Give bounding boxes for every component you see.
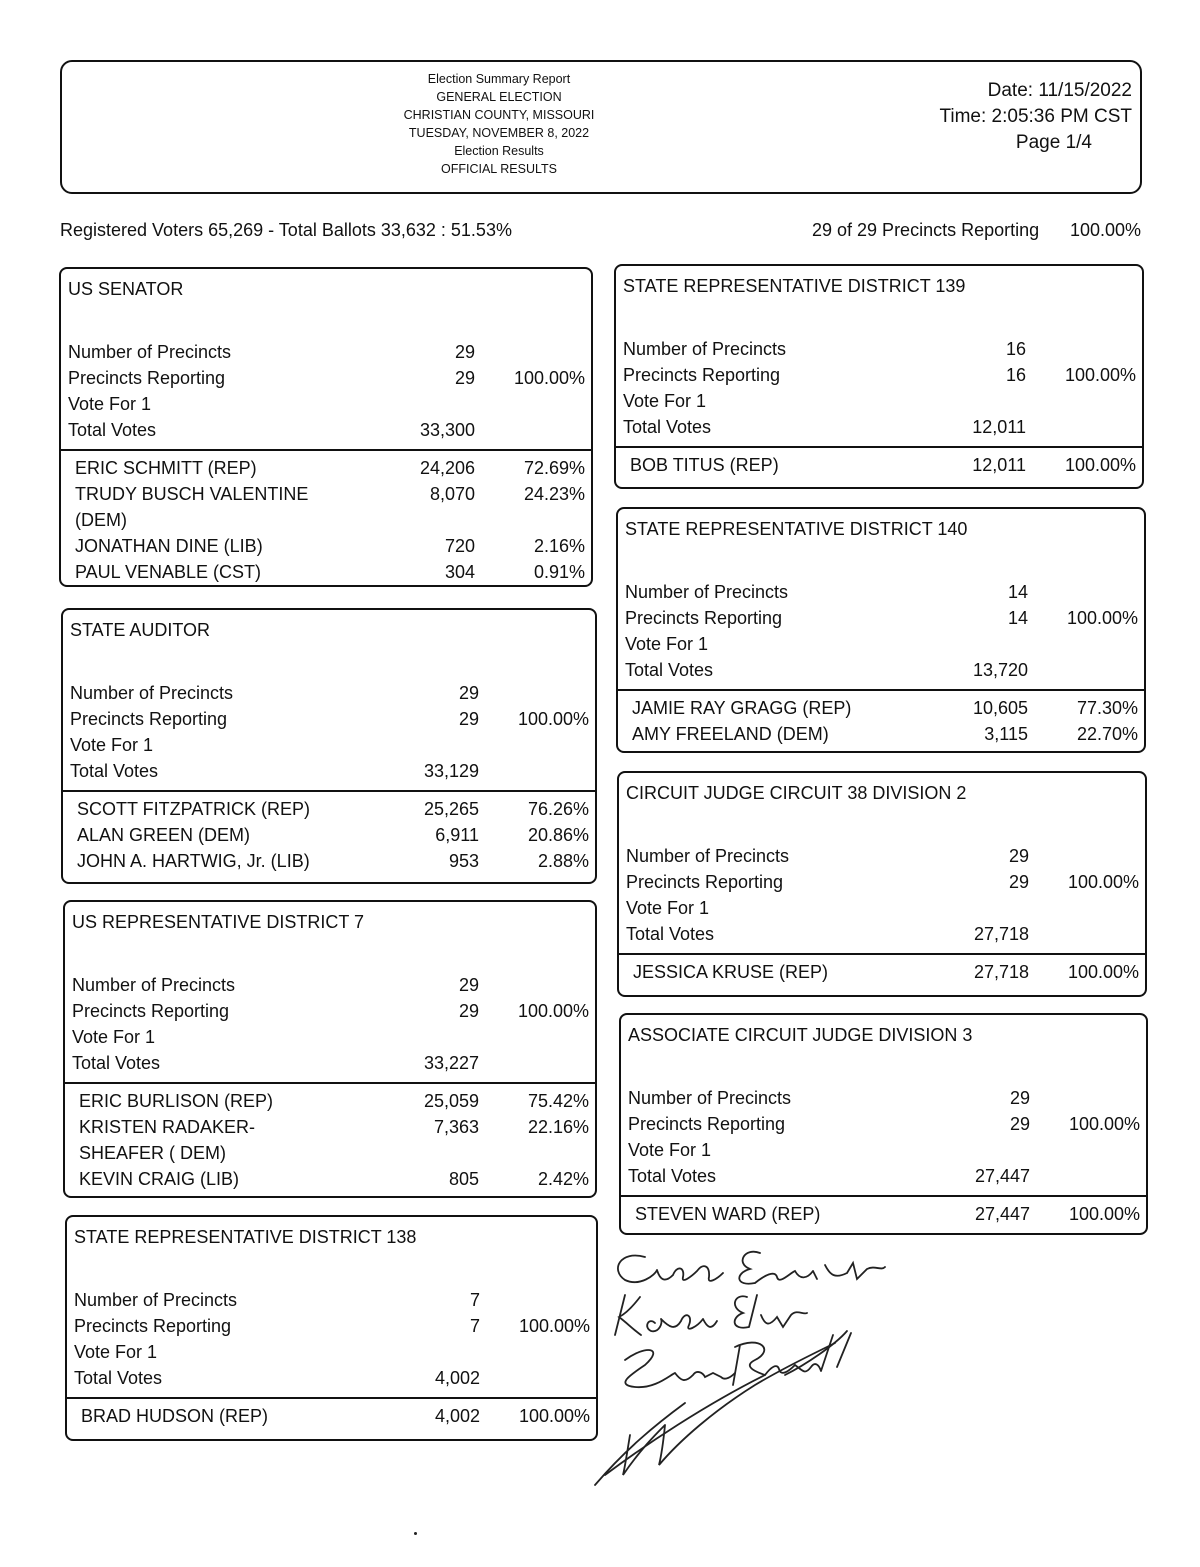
total-votes-row [619,921,1145,947]
precincts-reporting-row [63,706,595,732]
precincts-reporting-row [61,365,591,391]
stat-value: 33,129 [423,761,479,781]
vote-for-row [618,631,1144,657]
report-meta [939,78,1132,156]
race-stats [616,336,1142,478]
stat-value: 27,718 [973,924,1029,944]
stat-value: 29 [1008,872,1029,892]
stat-label: Precincts Reporting [70,709,228,729]
stat-label: Number of Precincts [628,1088,792,1108]
vote-for-row [621,1137,1146,1163]
candidate-percent: 72.69% [523,458,585,478]
race-box [619,1013,1148,1235]
page-number: Page 1/4 [1015,132,1092,153]
stat-value: 29 [1008,846,1029,866]
candidate-votes: 3,115 [984,724,1028,744]
candidate-percent: 2.42% [537,1169,589,1189]
stat-label: Number of Precincts [74,1290,238,1310]
candidate-votes: 12,011 [972,455,1026,475]
stat-label: Vote For 1 [74,1342,158,1362]
candidate-votes: 6,911 [435,825,479,845]
report-title-block [62,70,936,178]
candidate-name: KEVIN CRAIG (LIB) [79,1169,240,1189]
stat-label: Vote For 1 [626,898,710,918]
stat-value: 14 [1007,608,1028,628]
stat-label: Total Votes [626,924,715,944]
report-date: Date: 11/15/2022 [987,80,1132,101]
stat-value: 7 [469,1290,480,1310]
precincts-reporting-summary: 29 of 29 Precincts Reporting [812,220,1040,240]
candidate-list [619,959,1145,985]
candidate-row [618,695,1144,721]
candidate-row [65,1166,595,1192]
candidate-percent: 2.16% [533,536,585,556]
total-votes-row [61,417,591,443]
candidate-votes: 24,206 [419,458,475,478]
stat-label: Number of Precincts [68,342,232,362]
candidate-list [63,796,595,874]
race-box [616,507,1146,753]
race-box [61,608,597,884]
candidate-percent: 2.88% [537,851,589,871]
number-of-precincts-row [619,843,1145,869]
candidate-row [619,959,1145,985]
stat-label: Total Votes [625,660,714,680]
stat-value: 4,002 [434,1368,480,1388]
candidate-votes: 25,265 [423,799,479,819]
candidate-list [616,452,1142,478]
race-box [617,771,1147,997]
stat-label: Vote For 1 [70,735,154,755]
header-line: GENERAL ELECTION [436,90,562,104]
candidate-row [67,1403,596,1429]
candidate-row [61,533,591,559]
candidate-votes: 27,718 [973,962,1029,982]
race-box [614,264,1144,489]
candidate-name: TRUDY BUSCH VALENTINE (DEM) [75,484,309,530]
results-divider [61,449,591,451]
stat-value: 29 [458,683,479,703]
candidate-votes: 7,363 [433,1117,479,1137]
vote-for-row [67,1339,596,1365]
stat-label: Precincts Reporting [623,365,781,385]
candidate-row [61,481,591,533]
number-of-precincts-row [621,1085,1146,1111]
candidate-percent: 20.86% [527,825,589,845]
candidate-votes: 8,070 [429,484,475,504]
official-signatures [585,1235,905,1495]
vote-for-row [61,391,591,417]
candidate-votes: 805 [448,1169,479,1189]
precincts-reporting-row [619,869,1145,895]
stat-value: 14 [1007,582,1028,602]
candidate-row [63,848,595,874]
candidate-list [61,455,591,585]
stat-label: Vote For 1 [628,1140,712,1160]
stat-label: Precincts Reporting [72,1001,230,1021]
candidate-row [65,1088,595,1114]
race-box [65,1215,598,1441]
total-votes-row [616,414,1142,440]
candidate-votes: 953 [448,851,479,871]
candidate-percent: 75.42% [527,1091,589,1111]
candidate-percent: 77.30% [1076,698,1138,718]
total-votes-row [63,758,595,784]
candidate-name: BOB TITUS (REP) [630,455,779,475]
number-of-precincts-row [65,972,595,998]
candidate-list [621,1201,1146,1227]
stat-label: Total Votes [70,761,159,781]
total-votes-row [67,1365,596,1391]
total-votes-row [618,657,1144,683]
candidate-percent: 22.16% [527,1117,589,1137]
stat-label: Vote For 1 [72,1027,156,1047]
stat-label: Total Votes [68,420,157,440]
candidate-name: JOHN A. HARTWIG, Jr. (LIB) [77,851,310,871]
stat-label: Number of Precincts [72,975,236,995]
total-votes-row [621,1163,1146,1189]
candidate-name: JONATHAN DINE (LIB) [75,536,263,556]
stat-label: Number of Precincts [623,339,787,359]
candidate-name: ERIC BURLISON (REP) [79,1091,274,1111]
stat-label: Precincts Reporting [68,368,226,388]
candidate-percent: 24.23% [523,484,585,504]
candidate-row [61,455,591,481]
stat-value: 16 [1005,339,1026,359]
race-box [59,267,593,587]
candidate-percent: 100.00% [518,1406,590,1426]
stat-label: Vote For 1 [625,634,709,654]
candidate-votes: 10,605 [972,698,1028,718]
stat-value: 16 [1005,365,1026,385]
registered-voters-summary: Registered Voters 65,269 - Total Ballots 33,632 : 51.53% [60,220,512,240]
stat-value: 29 [454,342,475,362]
race-title: CIRCUIT JUDGE CIRCUIT 38 DIVISION 2 [626,783,967,803]
results-divider [621,1195,1146,1197]
vote-for-row [616,388,1142,414]
total-votes-row [65,1050,595,1076]
precincts-reporting-row [67,1313,596,1339]
results-divider [619,953,1145,955]
stat-value: 29 [458,1001,479,1021]
candidate-list [65,1088,595,1192]
race-title: US SENATOR [68,279,184,299]
stat-label: Number of Precincts [625,582,789,602]
results-divider [618,689,1144,691]
candidate-votes: 27,447 [974,1204,1030,1224]
candidate-percent: 0.91% [533,562,585,582]
race-title: STATE REPRESENTATIVE DISTRICT 138 [74,1227,417,1247]
stat-label: Vote For 1 [68,394,152,414]
stat-label: Total Votes [628,1166,717,1186]
candidate-percent: 100.00% [1067,962,1139,982]
candidate-votes: 720 [444,536,475,556]
candidate-percent: 76.26% [527,799,589,819]
stat-label: Total Votes [72,1053,161,1073]
race-title: US REPRESENTATIVE DISTRICT 7 [72,912,365,932]
stat-percent: 100.00% [1066,608,1138,628]
precincts-reporting-row [618,605,1144,631]
vote-for-row [65,1024,595,1050]
results-divider [63,790,595,792]
candidate-name: SCOTT FITZPATRICK (REP) [77,799,310,819]
stat-value: 29 [458,709,479,729]
vote-for-row [63,732,595,758]
header-line: Election Results [454,144,544,158]
stat-value: 29 [1009,1088,1030,1108]
race-stats [621,1085,1146,1227]
candidate-name: ERIC SCHMITT (REP) [75,458,257,478]
number-of-precincts-row [61,339,591,365]
candidate-name: JESSICA KRUSE (REP) [633,962,829,982]
number-of-precincts-row [618,579,1144,605]
race-title: STATE REPRESENTATIVE DISTRICT 140 [625,519,968,539]
candidate-name: KRISTEN RADAKER-SHEAFER ( DEM) [79,1117,256,1163]
results-divider [67,1397,596,1399]
race-stats [67,1287,596,1429]
stat-percent: 100.00% [1068,1114,1140,1134]
candidate-row [618,721,1144,747]
race-stats [63,680,595,874]
stat-label: Vote For 1 [623,391,707,411]
candidate-percent: 100.00% [1068,1204,1140,1224]
vote-for-row [619,895,1145,921]
candidate-name: JAMIE RAY GRAGG (REP) [632,698,852,718]
race-stats [619,843,1145,985]
stat-value: 29 [454,368,475,388]
candidate-row [63,822,595,848]
results-divider [616,446,1142,448]
precincts-reporting-row [621,1111,1146,1137]
candidate-percent: 100.00% [1064,455,1136,475]
stat-value: 33,300 [419,420,475,440]
candidate-name: STEVEN WARD (REP) [635,1204,821,1224]
stat-label: Number of Precincts [70,683,234,703]
report-time: Time: 2:05:36 PM CST [939,106,1132,127]
number-of-precincts-row [67,1287,596,1313]
stat-percent: 100.00% [513,368,585,388]
candidate-name: AMY FREELAND (DEM) [632,724,829,744]
stat-percent: 100.00% [517,1001,589,1021]
stat-value: 27,447 [974,1166,1030,1186]
stat-label: Total Votes [74,1368,163,1388]
race-stats [65,972,595,1192]
candidate-row [63,796,595,822]
precincts-reporting-row [616,362,1142,388]
race-title: STATE REPRESENTATIVE DISTRICT 139 [623,276,966,296]
stat-percent: 100.00% [1067,872,1139,892]
stat-value: 29 [458,975,479,995]
stat-percent: 100.00% [517,709,589,729]
results-divider [65,1082,595,1084]
precincts-reporting-percent: 100.00% [1070,220,1142,240]
stat-percent: 100.00% [1064,365,1136,385]
stat-value: 12,011 [972,417,1026,437]
race-box [63,900,597,1198]
stat-label: Precincts Reporting [628,1114,786,1134]
candidate-list [618,695,1144,747]
stat-value: 7 [469,1316,480,1336]
candidate-votes: 304 [444,562,475,582]
candidate-name: PAUL VENABLE (CST) [75,562,262,582]
candidate-percent: 22.70% [1076,724,1138,744]
header-line: TUESDAY, NOVEMBER 8, 2022 [408,126,590,140]
stat-label: Precincts Reporting [626,872,784,892]
header-line: OFFICIAL RESULTS [441,162,557,176]
stray-mark [414,1532,417,1535]
stat-percent: 100.00% [518,1316,590,1336]
candidate-list [67,1403,596,1429]
report-header [60,60,1142,194]
candidate-votes: 4,002 [434,1406,480,1426]
stat-value: 13,720 [972,660,1028,680]
candidate-row [65,1114,595,1166]
candidate-row [616,452,1142,478]
stat-label: Number of Precincts [626,846,790,866]
stat-label: Total Votes [623,417,712,437]
race-title: STATE AUDITOR [70,620,211,640]
stat-label: Precincts Reporting [74,1316,232,1336]
stat-value: 29 [1009,1114,1030,1134]
header-line: CHRISTIAN COUNTY, MISSOURI [403,108,595,122]
candidate-row [61,559,591,585]
race-stats [61,339,591,585]
number-of-precincts-row [616,336,1142,362]
race-title: ASSOCIATE CIRCUIT JUDGE DIVISION 3 [628,1025,973,1045]
stat-label: Precincts Reporting [625,608,783,628]
precincts-reporting-row [65,998,595,1024]
candidate-name: ALAN GREEN (DEM) [77,825,251,845]
header-line: Election Summary Report [427,72,571,86]
stat-value: 33,227 [423,1053,479,1073]
number-of-precincts-row [63,680,595,706]
candidate-name: BRAD HUDSON (REP) [81,1406,269,1426]
candidate-row [621,1201,1146,1227]
race-stats [618,579,1144,747]
candidate-votes: 25,059 [423,1091,479,1111]
